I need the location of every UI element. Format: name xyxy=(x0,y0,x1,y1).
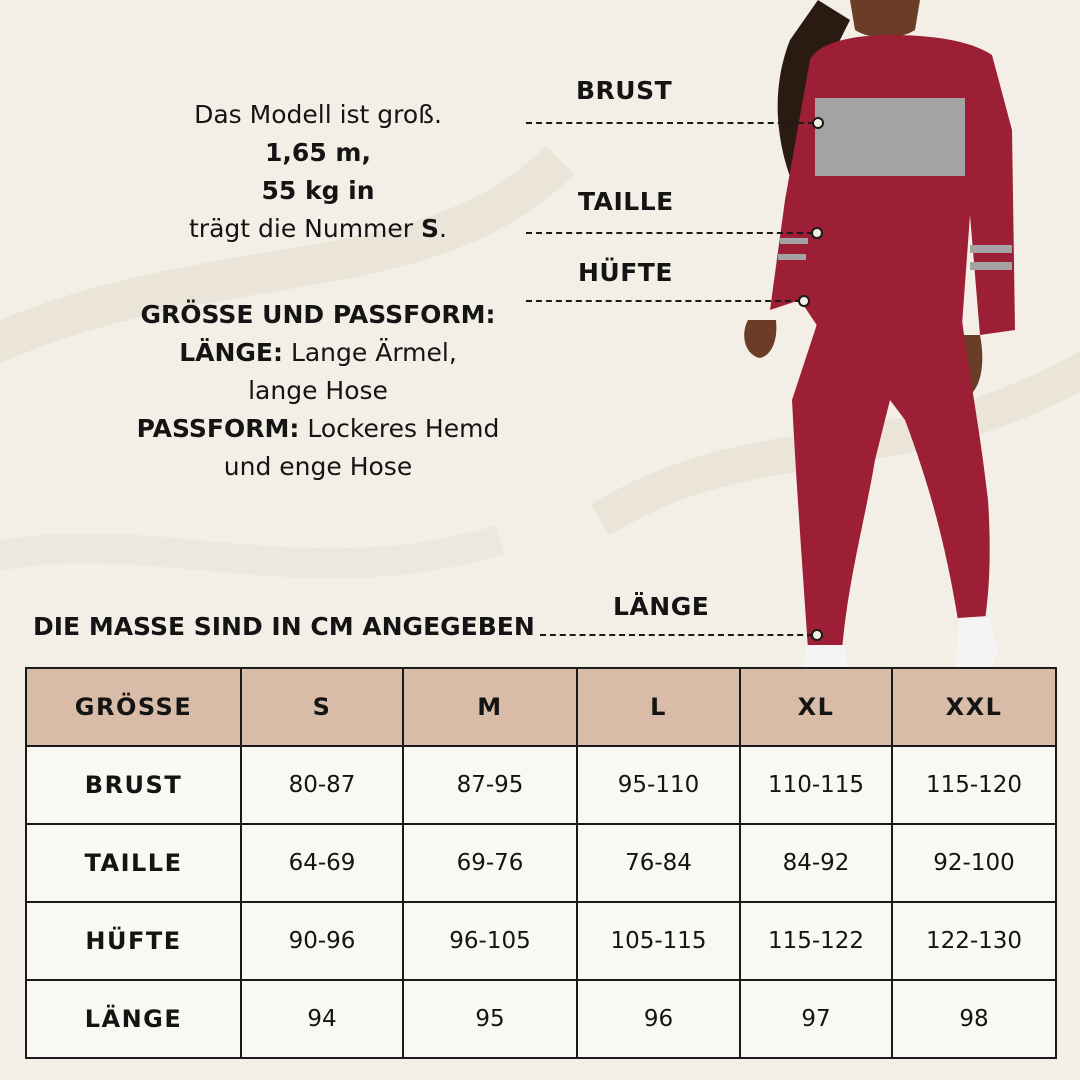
table-cell: 105-115 xyxy=(577,902,740,980)
table-cell: 90-96 xyxy=(241,902,403,980)
huefte-marker xyxy=(798,295,810,307)
table-cell: 95 xyxy=(403,980,577,1058)
taille-marker xyxy=(811,227,823,239)
label-huefte: HÜFTE xyxy=(578,258,673,287)
fit-passform: PASSFORM: Lockeres Hemd xyxy=(136,414,500,443)
brust-line xyxy=(526,122,814,124)
table-row xyxy=(26,824,1056,902)
row-label: HÜFTE xyxy=(26,902,241,980)
table-row xyxy=(26,980,1056,1058)
header-m: M xyxy=(403,668,577,746)
table-cell: 94 xyxy=(241,980,403,1058)
huefte-line xyxy=(526,300,801,302)
table-header-row xyxy=(26,668,1056,746)
table-cell: 92-100 xyxy=(892,824,1056,902)
table-cell: 122-130 xyxy=(892,902,1056,980)
fit-heading: GRÖSSE UND PASSFORM: xyxy=(140,300,496,329)
brust-marker xyxy=(812,117,824,129)
model-image xyxy=(730,0,1030,668)
table-row xyxy=(26,746,1056,824)
fit-info xyxy=(110,296,526,486)
fit-length-2: lange Hose xyxy=(248,376,388,405)
model-info xyxy=(130,96,506,248)
unit-note: DIE MASSE SIND IN CM ANGEGEBEN xyxy=(33,612,535,641)
row-label: BRUST xyxy=(26,746,241,824)
model-size-line: trägt die Nummer S. xyxy=(189,214,447,243)
table-row xyxy=(26,902,1056,980)
row-label: LÄNGE xyxy=(26,980,241,1058)
label-brust: BRUST xyxy=(576,76,673,105)
size-table xyxy=(25,667,1057,1059)
table-cell: 115-122 xyxy=(740,902,892,980)
model-line-1: Das Modell ist groß. xyxy=(194,100,442,129)
table-cell: 98 xyxy=(892,980,1056,1058)
table-cell: 96 xyxy=(577,980,740,1058)
header-l: L xyxy=(577,668,740,746)
header-groesse: GRÖSSE xyxy=(26,668,241,746)
table-cell: 76-84 xyxy=(577,824,740,902)
table-cell: 84-92 xyxy=(740,824,892,902)
table-cell: 110-115 xyxy=(740,746,892,824)
model-weight: 55 kg in xyxy=(261,176,375,205)
table-cell: 64-69 xyxy=(241,824,403,902)
table-cell: 97 xyxy=(740,980,892,1058)
fit-length: LÄNGE: Lange Ärmel, xyxy=(179,338,457,367)
table-cell: 115-120 xyxy=(892,746,1056,824)
header-xl: XL xyxy=(740,668,892,746)
table-cell: 69-76 xyxy=(403,824,577,902)
table-cell: 80-87 xyxy=(241,746,403,824)
fit-passform-2: und enge Hose xyxy=(223,452,413,481)
table-cell: 96-105 xyxy=(403,902,577,980)
laenge-line xyxy=(540,634,813,636)
label-taille: TAILLE xyxy=(578,187,674,216)
laenge-marker xyxy=(811,629,823,641)
header-xxl: XXL xyxy=(892,668,1056,746)
table-cell: 87-95 xyxy=(403,746,577,824)
taille-line xyxy=(526,232,813,234)
row-label: TAILLE xyxy=(26,824,241,902)
table-cell: 95-110 xyxy=(577,746,740,824)
label-laenge: LÄNGE xyxy=(613,592,710,621)
header-s: S xyxy=(241,668,403,746)
model-height: 1,65 m, xyxy=(265,138,371,167)
